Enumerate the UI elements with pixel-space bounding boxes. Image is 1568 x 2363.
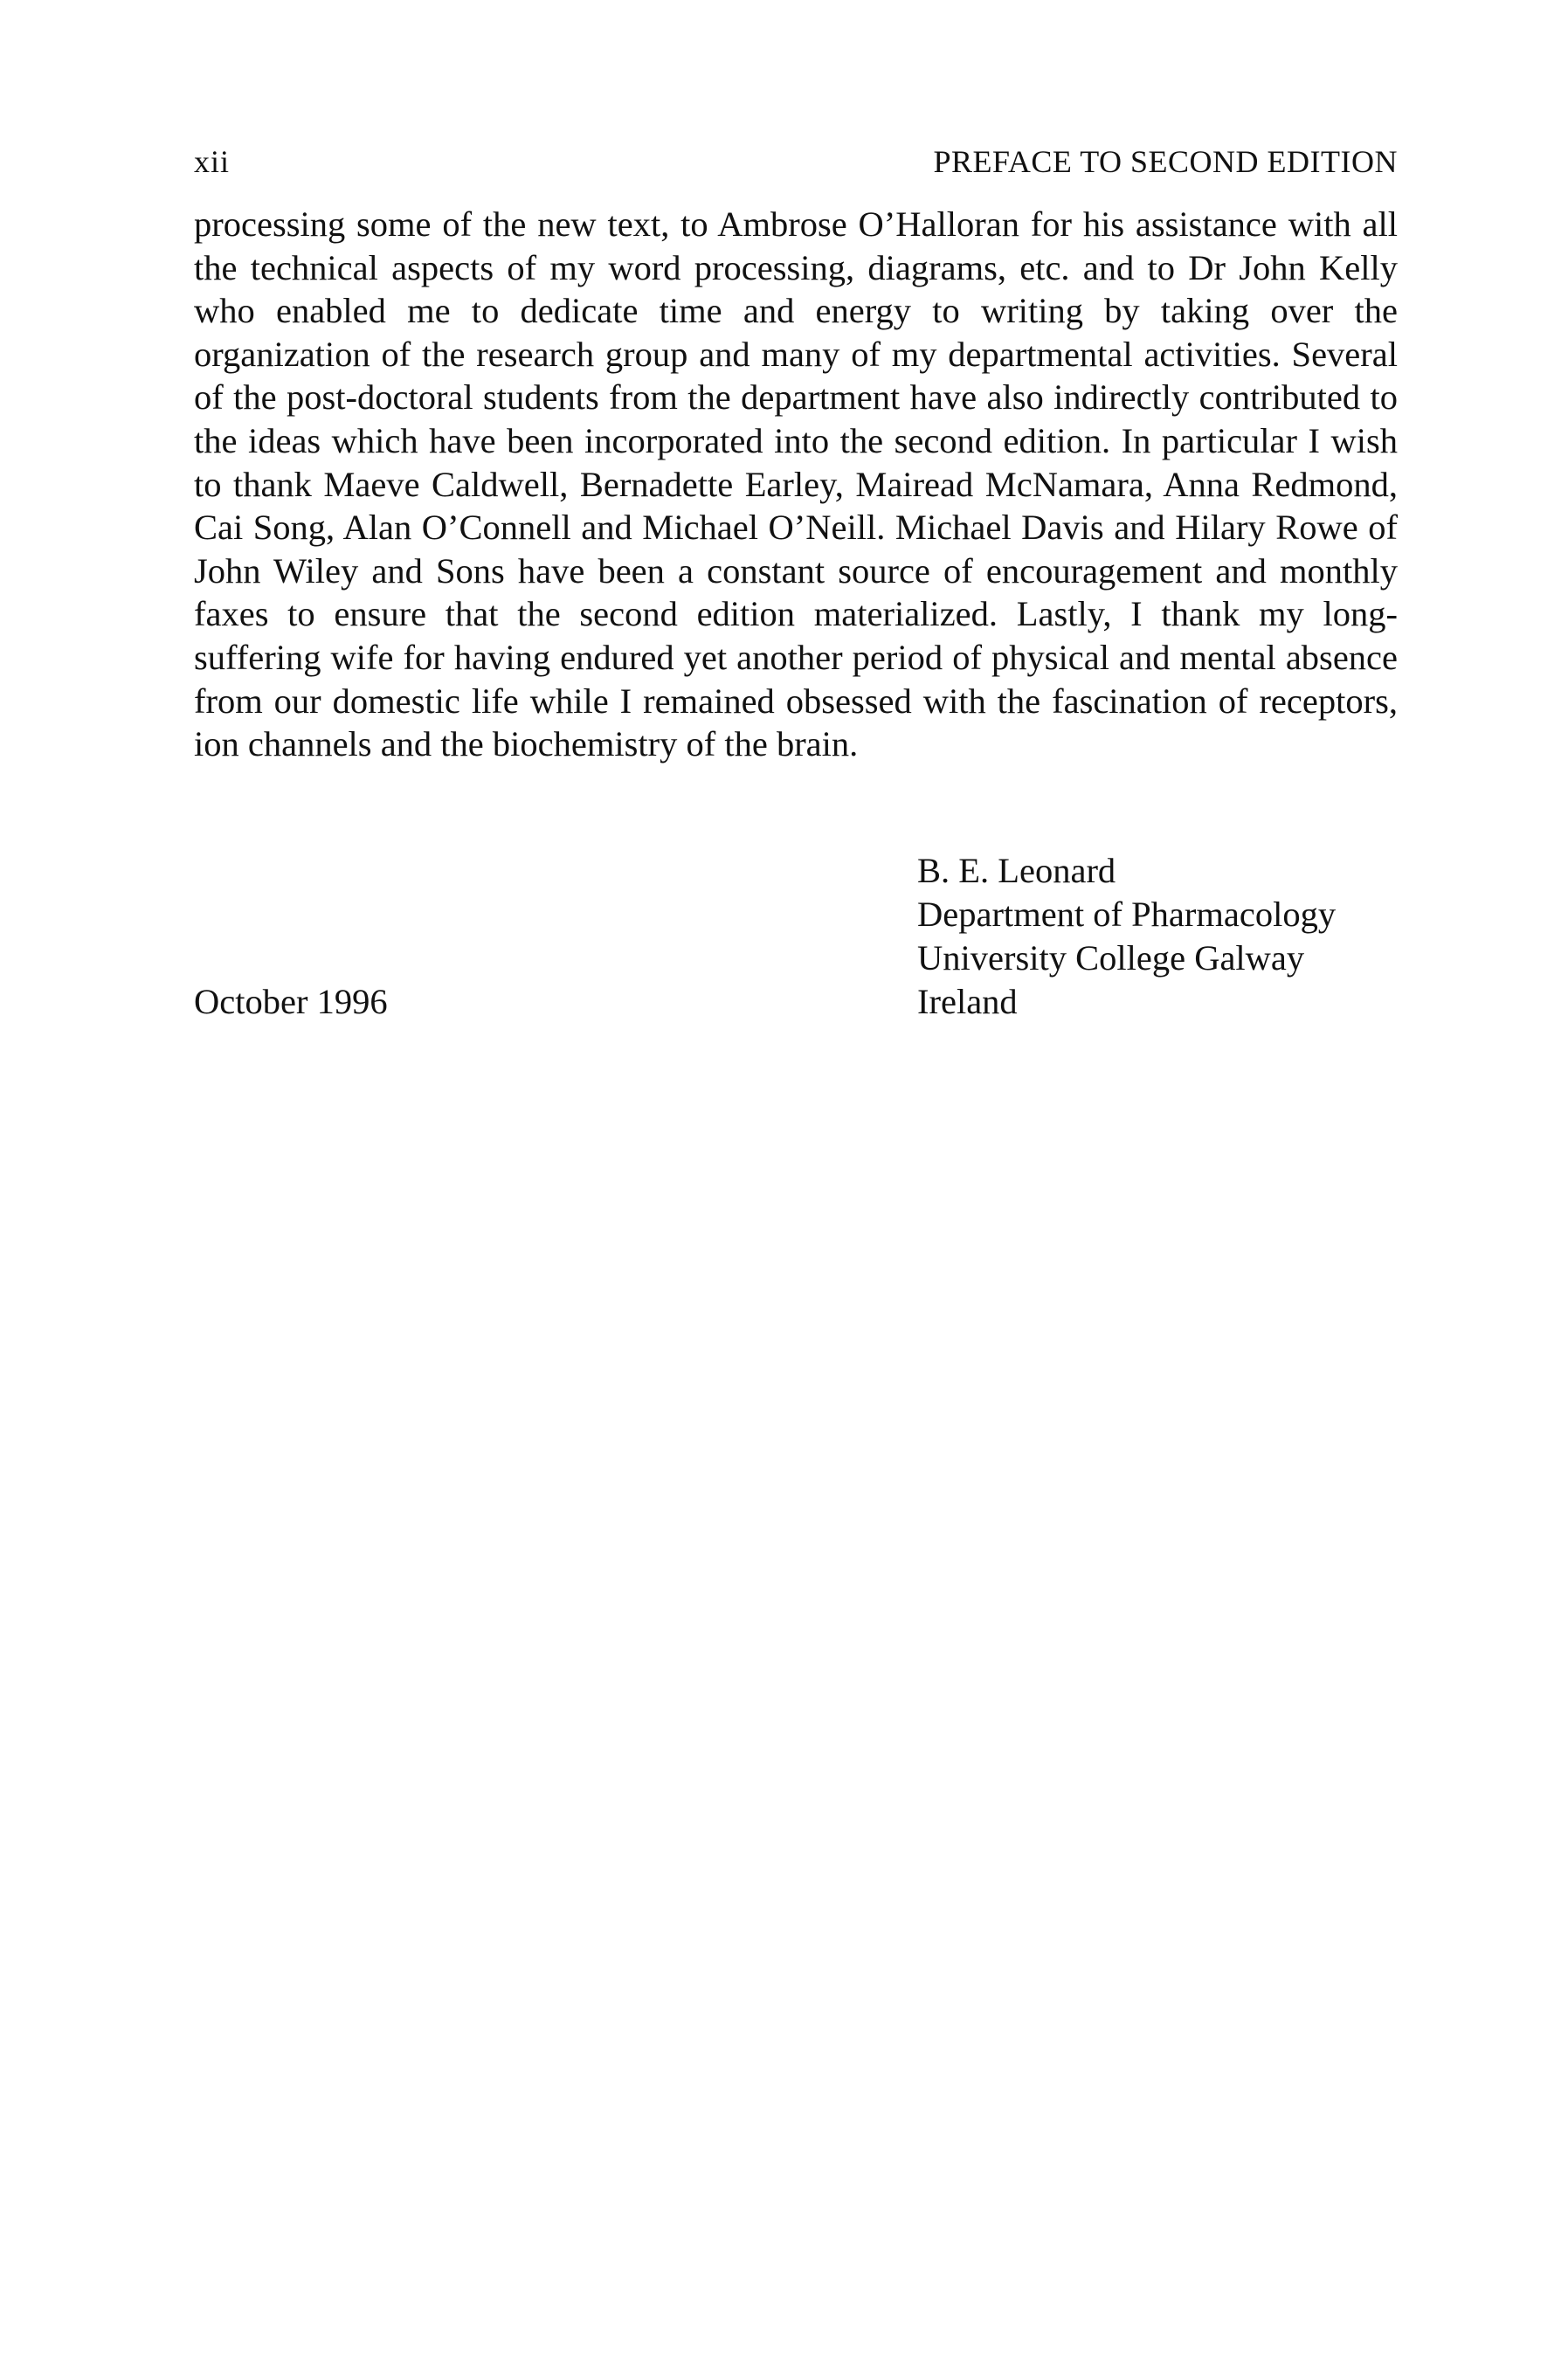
author-name: B. E. Leonard <box>917 851 1116 890</box>
author-institution: University College Galway <box>917 938 1305 978</box>
running-title: PREFACE TO SECOND EDITION <box>933 144 1398 179</box>
body-paragraph: processing some of the new text, to Ambrose O’Halloran for his assistance with all the technical aspects of my word processing, diagrams, etc. and to Dr John Kelly who enabled me to dedicate time and energy to writing by taking over the organization of the research group and many of my departmental activities. Several of the post-doctoral students from the department have also indirectly contributed to the ideas which have been incorporated into the second edition. In particular I wish to thank Maeve Caldwell, Bernadette Earley, Mairead McNamara, Anna Redmond, Cai Song, Alan O’Connell and Michael O’Neill. Michael Davis and Hilary Rowe of John Wiley and Sons have been a constant source of encouragement and monthly faxes to ensure that the second edition materialized. Lastly, I thank my long-suffering wife for having endured yet another period of physical and mental absence from our domestic life while I remained obsessed with the fascination of receptors, ion channels and the biochemistry of the brain. <box>194 204 1398 764</box>
author-country: Ireland <box>917 982 1018 1021</box>
author-department: Department of Pharmacology <box>917 895 1337 934</box>
page-number: xii <box>194 144 231 179</box>
preface-date: October 1996 <box>194 982 388 1021</box>
running-header <box>194 140 1398 183</box>
signature-block <box>917 849 1406 1024</box>
